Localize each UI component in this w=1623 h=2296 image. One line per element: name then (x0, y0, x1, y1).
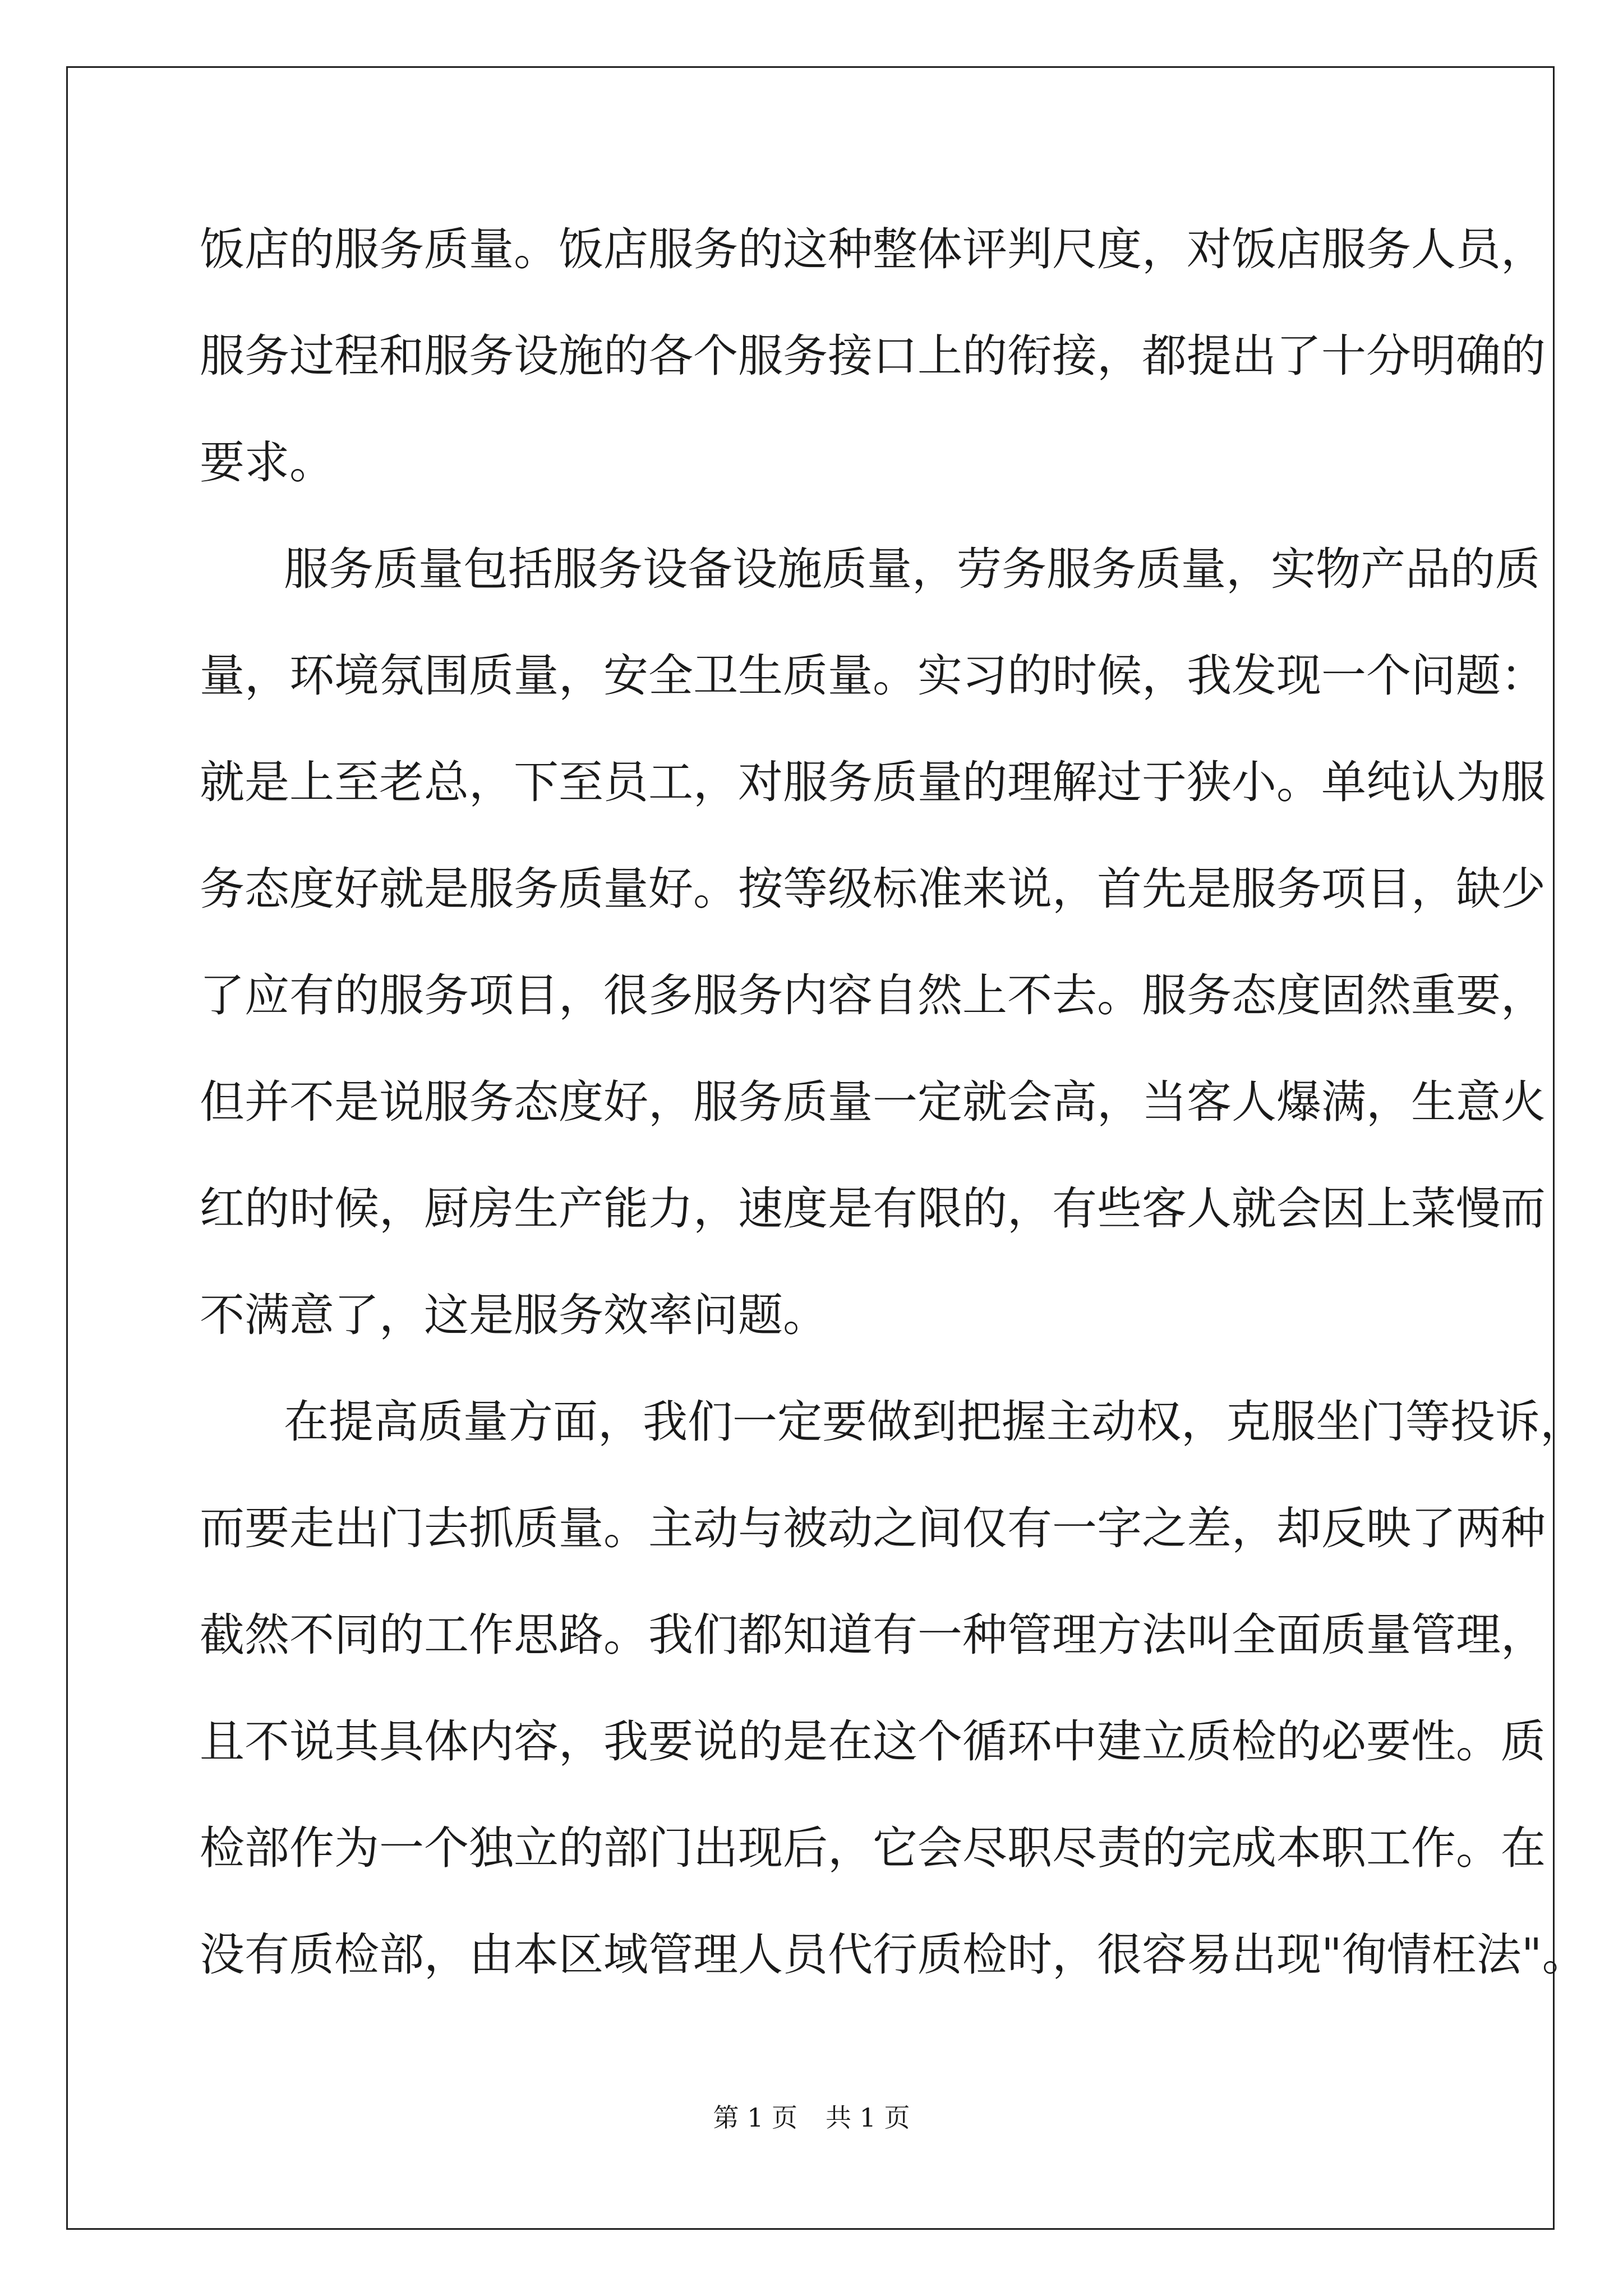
paragraph-first-line: 在提高质量方面，我们一定要做到把握主动权，克服坐门等投诉， (284, 1396, 1585, 1448)
text-line: 没有质检部，由本区域管理人员代行质检时，很容易出现"徇情枉法"。 (200, 1929, 1587, 1981)
text-line: 服务过程和服务设施的各个服务接口上的衔接，都提出了十分明确的 (200, 330, 1546, 382)
text-line: 量，环境氛围质量，安全卫生质量。实习的时候，我发现一个问题： (200, 650, 1546, 702)
document-body (200, 196, 1587, 2008)
page-number-current: 第 1 页 (713, 2102, 797, 2133)
text-line: 不满意了，这是服务效率问题。 (200, 1289, 828, 1341)
text-line: 截然不同的工作思路。我们都知道有一种管理方法叫全面质量管理， (200, 1609, 1546, 1661)
text-line: 且不说其具体内容，我要说的是在这个循环中建立质检的必要性。质 (200, 1715, 1546, 1768)
text-line: 就是上至老总，下至员工，对服务质量的理解过于狭小。单纯认为服 (200, 756, 1546, 808)
paragraph-first-line: 服务质量包括服务设备设施质量，劳务服务质量，实物产品的质 (284, 543, 1540, 595)
text-line: 要求。 (200, 436, 334, 489)
text-line: 检部作为一个独立的部门出现后，它会尽职尽责的完成本职工作。在 (200, 1822, 1546, 1874)
text-line: 而要走出门去抓质量。主动与被动之间仅有一字之差，却反映了两种 (200, 1502, 1546, 1554)
text-line: 红的时候，厨房生产能力，速度是有限的，有些客人就会因上菜慢而 (200, 1182, 1546, 1235)
text-line: 饭店的服务质量。饭店服务的这种整体评判尺度，对饭店服务人员， (200, 223, 1546, 275)
text-line: 务态度好就是服务质量好。按等级标准来说，首先是服务项目，缺少 (200, 863, 1546, 915)
text-line: 但并不是说服务态度好，服务质量一定就会高，当客人爆满，生意火 (200, 1076, 1546, 1128)
page-number-total: 共 1 页 (826, 2102, 910, 2133)
page-footer (0, 2101, 1623, 2134)
text-line: 了应有的服务项目，很多服务内容自然上不去。服务态度固然重要， (200, 969, 1546, 1022)
